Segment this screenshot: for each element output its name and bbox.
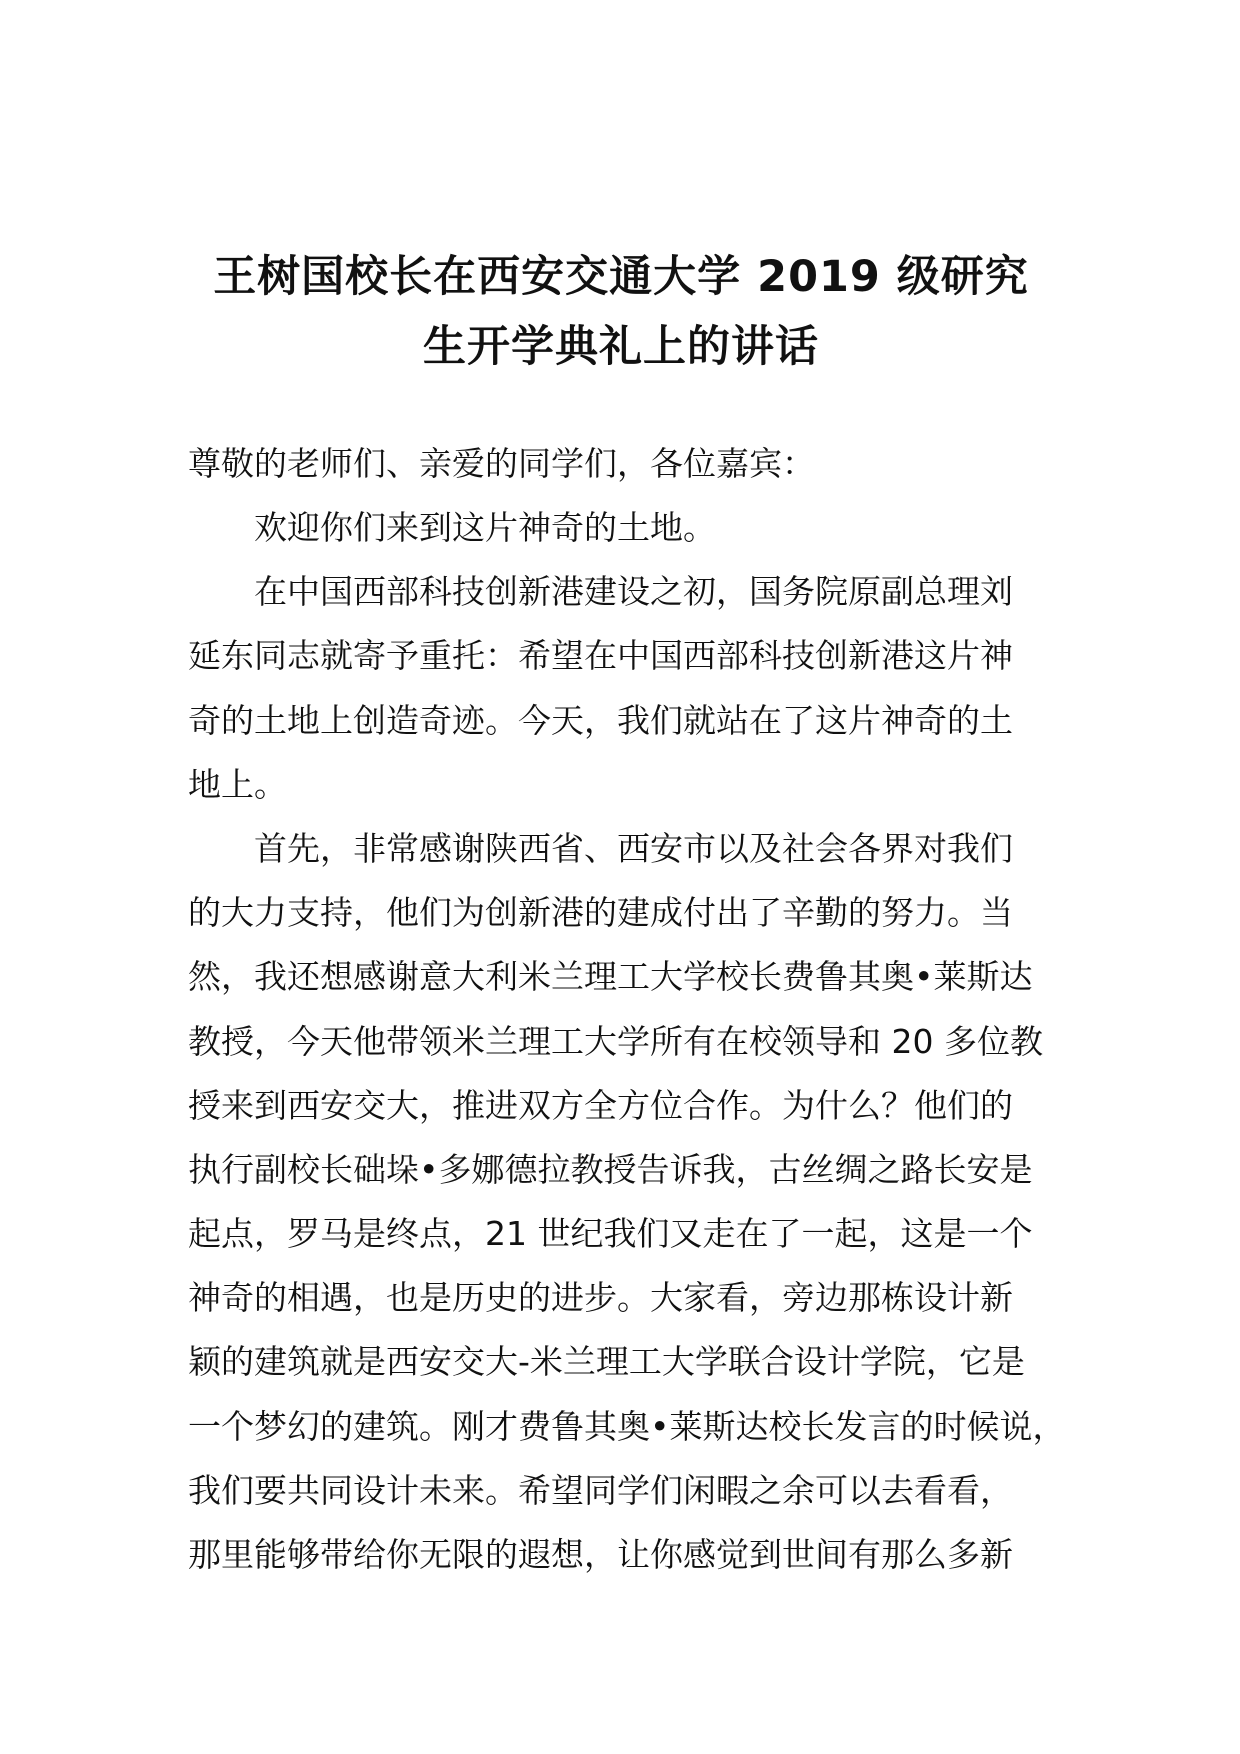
speech-body	[188, 496, 1088, 1587]
body-line-4: 奇的土地上创造奇迹。今天，我们就站在了这片神奇的土	[188, 700, 1013, 740]
title-line-2: 生开学典礼上的讲话	[423, 322, 819, 372]
body-line-3: 延东同志就寄予重托：希望在中国西部科技创新港这片神	[188, 636, 1013, 676]
body-line-1: 欢迎你们来到这片神奇的土地。	[254, 508, 716, 547]
body-line-16: 我们要共同设计未来。希望同学们闲暇之余可以去看看，	[188, 1470, 1013, 1510]
title-line-1: 王树国校长在西安交通大学 2019 级研究	[213, 252, 1029, 302]
body-line-12: 起点，罗马是终点，21 世纪我们又走在了一起，这是一个	[188, 1214, 1033, 1254]
body-line-15: 一个梦幻的建筑。刚才费鲁其奥•莱斯达校长发言的时候说，	[188, 1406, 1066, 1446]
salutation: 尊敬的老师们、亲爱的同学们，各位嘉宾：	[188, 444, 815, 483]
body-line-10: 授来到西安交大，推进双方全方位合作。为什么？他们的	[188, 1085, 1013, 1125]
body-line-11: 执行副校长础垛•多娜德拉教授告诉我，古丝绸之路长安是	[188, 1149, 1033, 1189]
body-line-5: 地上。	[188, 764, 287, 804]
body-line-8: 然，我还想感谢意大利米兰理工大学校长费鲁其奥•莱斯达	[188, 957, 1033, 997]
body-line-9: 教授，今天他带领米兰理工大学所有在校领导和 20 多位教	[188, 1021, 1043, 1061]
body-line-6: 首先，非常感谢陕西省、西安市以及社会各界对我们	[254, 828, 1013, 868]
document-title	[188, 242, 1054, 382]
body-line-2: 在中国西部科技创新港建设之初，国务院原副总理刘	[254, 572, 1013, 612]
body-line-14: 颖的建筑就是西安交大-米兰理工大学联合设计学院，它是	[188, 1342, 1025, 1382]
body-line-17: 那里能够带给你无限的遐想，让你感觉到世间有那么多新	[188, 1535, 1013, 1574]
body-line-13: 神奇的相遇，也是历史的进步。大家看，旁边那栋设计新	[188, 1278, 1013, 1318]
body-line-7: 的大力支持，他们为创新港的建成付出了辛勤的努力。当	[188, 893, 1013, 933]
